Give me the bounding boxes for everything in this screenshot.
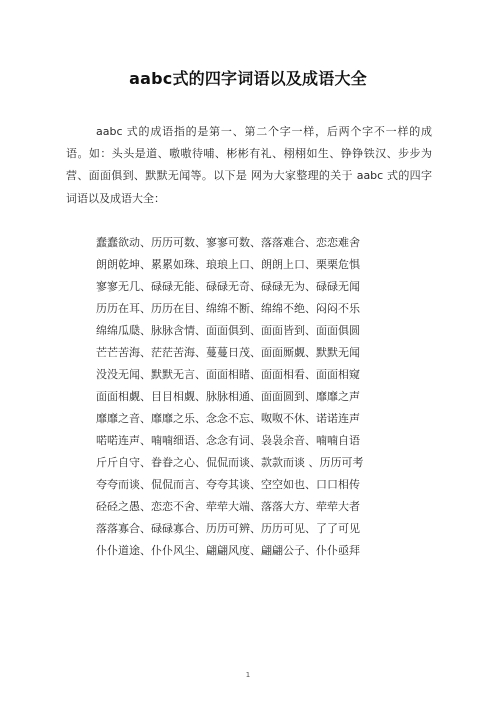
idiom-line: 靡靡之音、靡靡之乐、念念不忘、呶呶不休、诺诺连声	[96, 412, 360, 425]
intro-paragraph: aabc 式的成语指的是第一、第二个字一样，后两个字不一样的成语。如：头头是道、嗷嗷待哺、彬彬有礼、栩栩如生、铮铮铁汉、步步为营、面面俱到、默默无闻等。以下是 网为大家整理的关于 aabc 式的四字词语以及成语大全：	[66, 125, 432, 205]
idiom-line: 斤斤自守、眷眷之心、侃侃而谈、款款而谈 、历历可考	[96, 456, 364, 469]
idiom-line: 落落寡合、碌碌寡合、历历可辨、历历可见、了了可见	[96, 522, 360, 535]
idiom-line: 朗朗乾坤、累累如珠、琅琅上口、朗朗上口、栗栗危惧	[96, 258, 360, 271]
idiom-line: 硁硁之愚、恋恋不舍、荦荦大端、落落大方、荦荦大者	[96, 500, 360, 513]
idiom-line: 面面相觑、目目相觑、脉脉相通、面面圆到、靡靡之声	[96, 390, 360, 403]
idiom-line: 历历在耳、历历在目、绵绵不断、绵绵不绝、闷闷不乐	[96, 302, 360, 315]
idiom-line: 喏喏连声、喃喃细语、念念有词、袅袅余音、喃喃自语	[96, 434, 360, 447]
idiom-line: 蠢蠢欲动、历历可数、寥寥可数、落落难合、恋恋难舍	[96, 236, 360, 249]
idiom-line: 夸夸而谈、侃侃而言、夸夸其谈、空空如也、口口相传	[96, 478, 360, 491]
idiom-line: 没没无闻、默默无言、面面相睹、面面相看、面面相窥	[96, 368, 360, 381]
idiom-line: 绵绵瓜瓞、脉脉含情、面面俱到、面面皆到、面面俱圆	[96, 324, 360, 337]
document-title: aabc式的四字词语以及成语大全	[129, 69, 367, 88]
idiom-line: 芒芒苦海、茫茫苦海、蔓蔓日茂、面面厮觑、默默无闻	[96, 346, 360, 359]
idiom-list	[96, 232, 436, 562]
idiom-line: 仆仆道途、仆仆风尘、翩翩风度、翩翩公子、仆仆亟拜	[96, 544, 360, 557]
page-number: 1	[245, 671, 251, 679]
idiom-line: 寥寥无几、碌碌无能、碌碌无奇、碌碌无为、碌碌无闻	[96, 280, 360, 293]
